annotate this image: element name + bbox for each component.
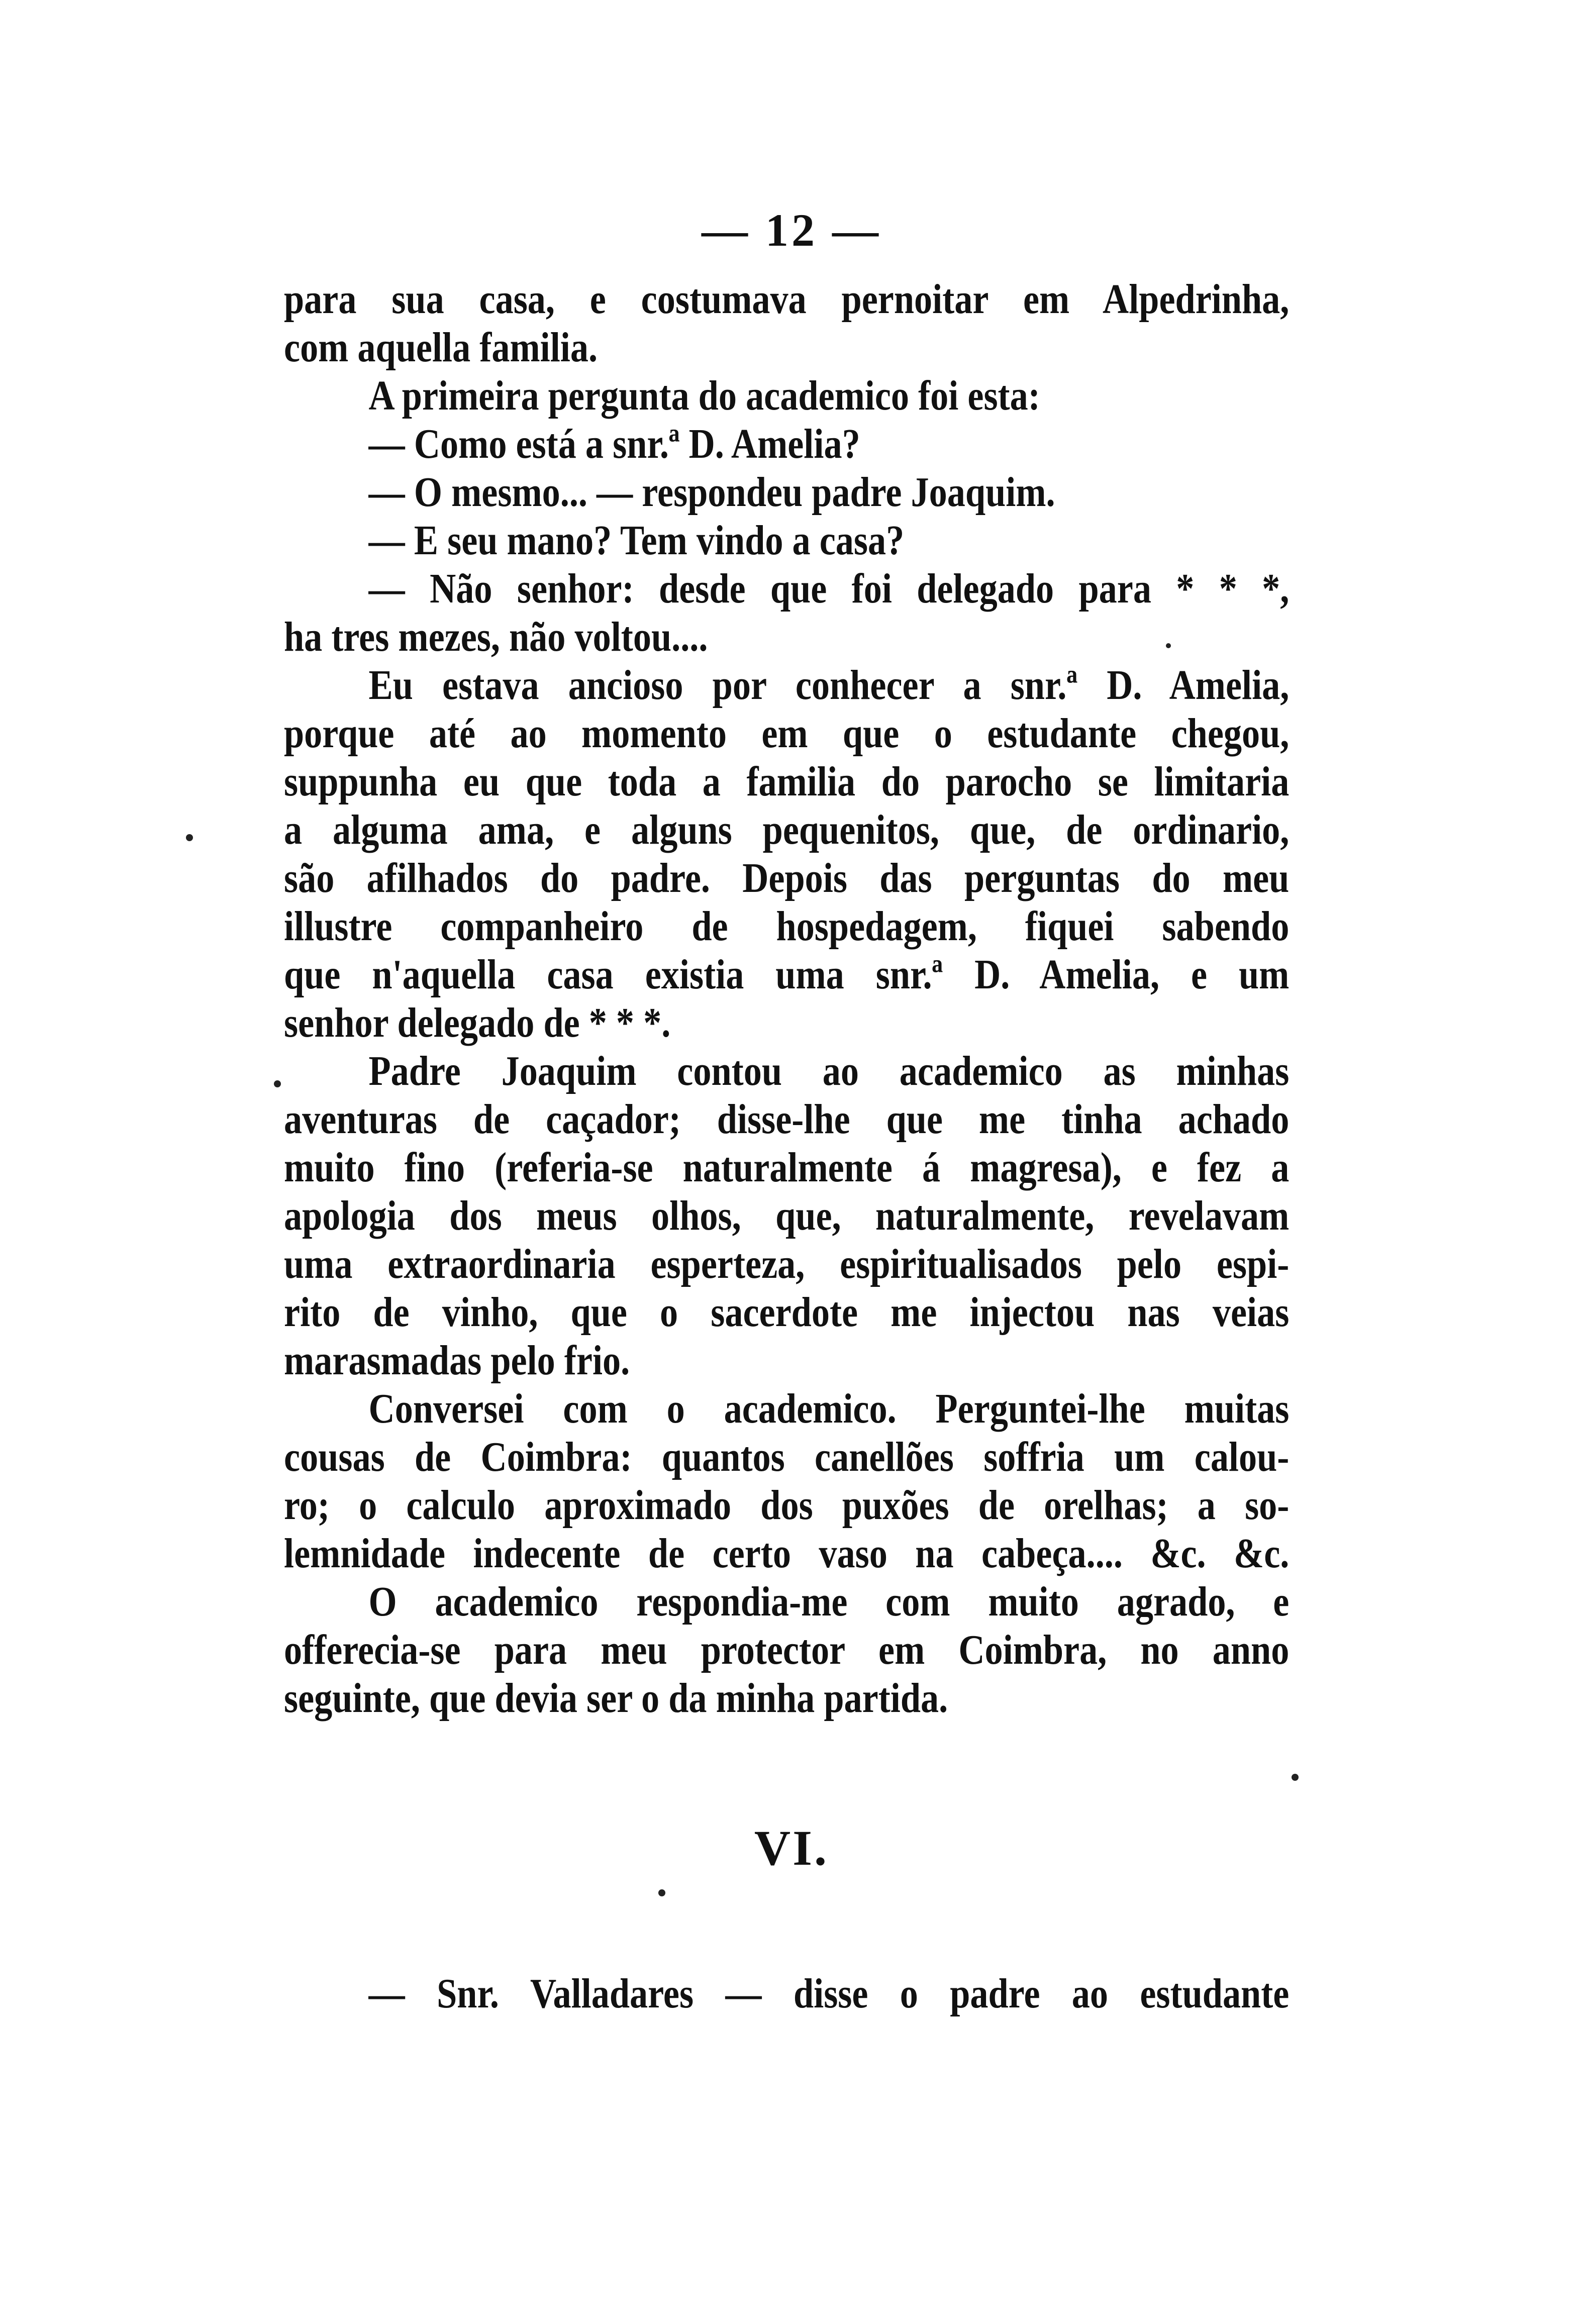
- text-line: aventuras de caçador; disse-lhe que me tinha achado: [284, 1096, 1290, 1143]
- print-speck: [658, 1889, 665, 1896]
- text-line: A primeira pergunta do academico foi esta:: [368, 372, 1040, 419]
- section-title: VI.: [754, 1820, 829, 1876]
- text-line: são afilhados do padre. Depois das perguntas do meu: [284, 855, 1290, 901]
- text-line: offerecia-se para meu protector em Coimbra, no anno: [284, 1627, 1290, 1673]
- body-text: [284, 275, 1289, 1723]
- text-line: com aquella familia.: [284, 324, 598, 371]
- text-line: uma extraordinaria esperteza, espiritualisados pelo espi-: [284, 1241, 1290, 1287]
- text-line: Conversei com o academico. Perguntei-lhe muitas: [368, 1385, 1290, 1432]
- print-speck: [186, 834, 193, 841]
- text-line: cousas de Coimbra: quantos canellões soffria um calou-: [284, 1434, 1290, 1480]
- text-line: — Como está a snr.ª D. Amelia?: [368, 421, 860, 467]
- text-line: seguinte, que devia ser o da minha partida.: [284, 1675, 948, 1722]
- text-line: ha tres mezes, não voltou....: [284, 614, 708, 660]
- text-line: Eu estava ancioso por conhecer a snr.ª D. Amelia,: [368, 662, 1290, 709]
- text-line: — O mesmo... — respondeu padre Joaquim.: [368, 469, 1055, 516]
- text-line: porque até ao momento em que o estudante chegou,: [284, 710, 1290, 757]
- text-line: lemnidade indecente de certo vaso na cabeça.... &c. &c.: [284, 1530, 1290, 1577]
- print-speck: [1292, 1774, 1299, 1781]
- page-number: — 12 —: [702, 205, 881, 256]
- text-line: illustre companheiro de hospedagem, fiquei sabendo: [284, 903, 1290, 950]
- text-line: a alguma ama, e alguns pequenitos, que, de ordinario,: [284, 806, 1290, 853]
- text-line: muito fino (referia-se naturalmente á magresa), e fez a: [284, 1144, 1290, 1191]
- print-speck: [274, 1080, 281, 1087]
- text-line: Padre Joaquim contou ao academico as minhas: [368, 1048, 1290, 1094]
- text-line: ro; o calculo aproximado dos puxões de orelhas; a so-: [284, 1482, 1290, 1529]
- text-line: suppunha eu que toda a familia do parocho se limitaria: [284, 758, 1290, 805]
- text-line: marasmadas pelo frio.: [284, 1337, 630, 1384]
- text-line: — Não senhor: desde que foi delegado para * * *,: [368, 565, 1290, 612]
- text-line: rito de vinho, que o sacerdote me injectou nas veias: [284, 1289, 1290, 1336]
- text-line: — E seu mano? Tem vindo a casa?: [368, 517, 905, 564]
- text-line: que n'aquella casa existia uma snr.ª D. Amelia, e um: [284, 951, 1290, 998]
- text-line: O academico respondia-me com muito agrado, e: [368, 1578, 1290, 1625]
- text-line: senhor delegado de * * *.: [284, 999, 671, 1046]
- text-line: apologia dos meus olhos, que, naturalmente, revelavam: [284, 1192, 1290, 1239]
- final-line: — Snr. Valladares — disse o padre ao estudante: [368, 1970, 1290, 2017]
- print-speck: [1166, 643, 1171, 648]
- text-line: para sua casa, e costumava pernoitar em Alpedrinha,: [284, 276, 1290, 323]
